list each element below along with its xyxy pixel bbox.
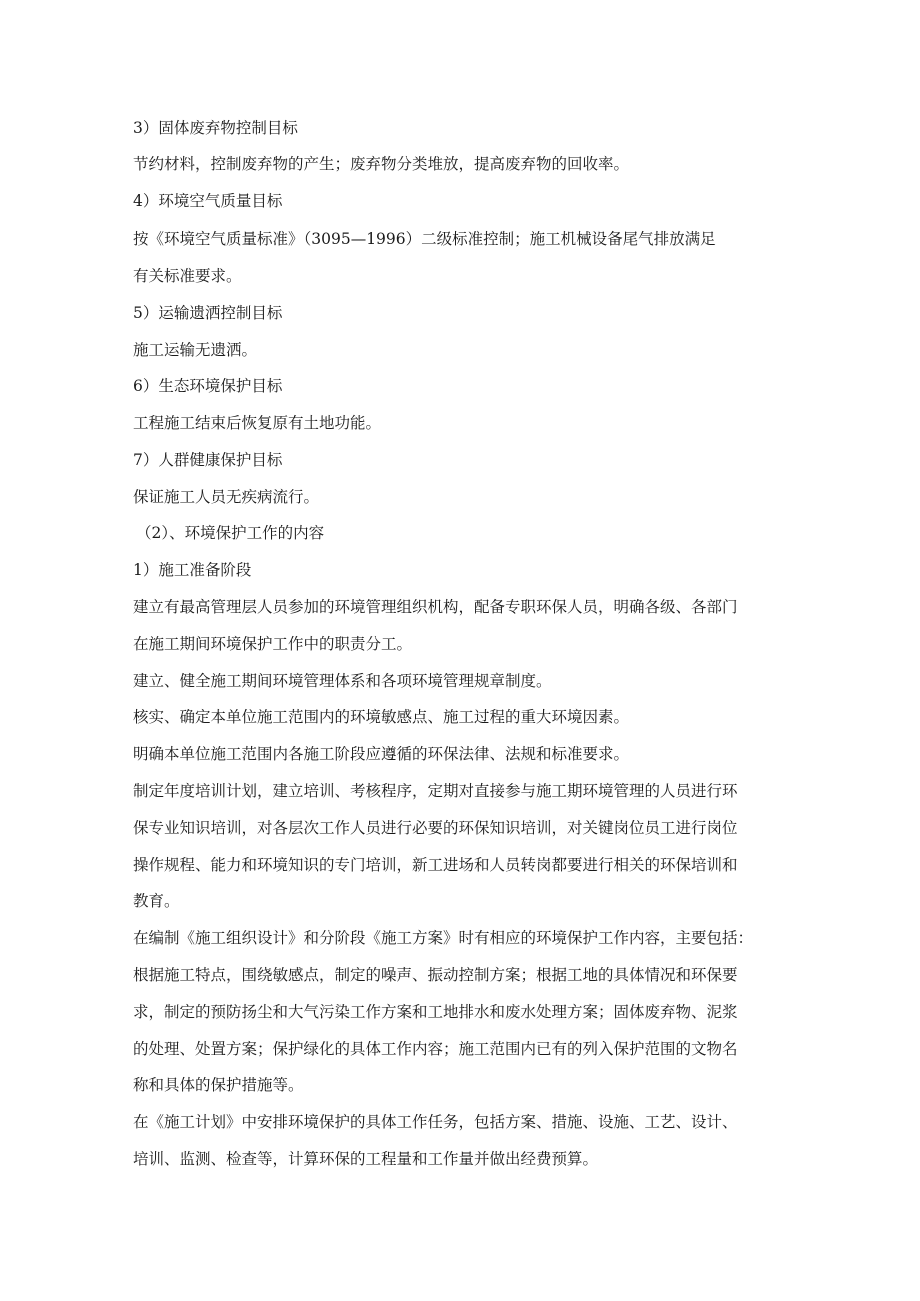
paragraph-line: 有关标准要求。 [133, 267, 242, 285]
paragraph-line: 在施工期间环境保护工作中的职责分工。 [133, 635, 413, 653]
paragraph-line: 核实、确定本单位施工范围内的环境敏感点、施工过程的重大环境因素。 [133, 708, 630, 726]
paragraph-line: 培训、监测、检查等，计算环保的工程量和工作量并做出经费预算。 [133, 1150, 599, 1168]
paragraph-line: 教育。 [133, 892, 180, 910]
paragraph-line: 制定年度培训计划，建立培训、考核程序，定期对直接参与施工期环境管理的人员进行环 [133, 782, 738, 800]
paragraph-line: 的处理、处置方案；保护绿化的具体工作内容；施工范围内已有的列入保护范围的文物名 [133, 1040, 738, 1058]
paragraph-line: 根据施工特点，围绕敏感点，制定的噪声、振动控制方案；根据工地的具体情况和环保要 [133, 966, 738, 984]
paragraph-line: 按《环境空气质量标准》（3095—1996）二级标准控制；施工机械设备尾气排放满足 [133, 230, 716, 248]
paragraph-line: 工程施工结束后恢复原有土地功能。 [133, 414, 382, 432]
heading-transport-spill-target: 5）运输遗洒控制目标 [133, 304, 283, 322]
paragraph-line: 在《施工计划》中安排环境保护的具体工作任务，包括方案、措施、设施、工艺、设计、 [133, 1113, 738, 1131]
paragraph-line: 称和具体的保护措施等。 [133, 1076, 304, 1094]
heading-ecology-target: 6）生态环境保护目标 [133, 377, 283, 395]
heading-preparation-stage: 1）施工准备阶段 [133, 561, 252, 579]
paragraph-line: 建立、健全施工期间环境管理体系和各项环境管理规章制度。 [133, 672, 552, 690]
paragraph-line: 保证施工人员无疾病流行。 [133, 488, 320, 506]
heading-solid-waste-target: 3）固体废弃物控制目标 [133, 119, 298, 137]
paragraph-line: 施工运输无遗洒。 [133, 341, 258, 359]
paragraph-line: 明确本单位施工范围内各施工阶段应遵循的环保法律、法规和标准要求。 [133, 745, 630, 763]
paragraph-line: 节约材料，控制废弃物的产生；废弃物分类堆放，提高废弃物的回收率。 [133, 155, 630, 173]
section-heading: （2）、环境保护工作的内容 [136, 524, 325, 542]
paragraph-line: 保专业知识培训，对各层次工作人员进行必要的环保知识培训，对关键岗位员工进行岗位 [133, 819, 738, 837]
heading-public-health-target: 7）人群健康保护目标 [133, 451, 283, 469]
paragraph-line: 建立有最高管理层人员参加的环境管理组织机构，配备专职环保人员，明确各级、各部门 [133, 598, 738, 616]
heading-air-quality-target: 4）环境空气质量目标 [133, 192, 283, 210]
paragraph-line: 操作规程、能力和环境知识的专门培训，新工进场和人员转岗都要进行相关的环保培训和 [133, 856, 738, 874]
paragraph-line: 求，制定的预防扬尘和大气污染工作方案和工地排水和废水处理方案；固体废弃物、泥浆 [133, 1003, 738, 1021]
paragraph-line: 在编制《施工组织设计》和分阶段《施工方案》时有相应的环境保护工作内容，主要包括： [133, 929, 754, 947]
